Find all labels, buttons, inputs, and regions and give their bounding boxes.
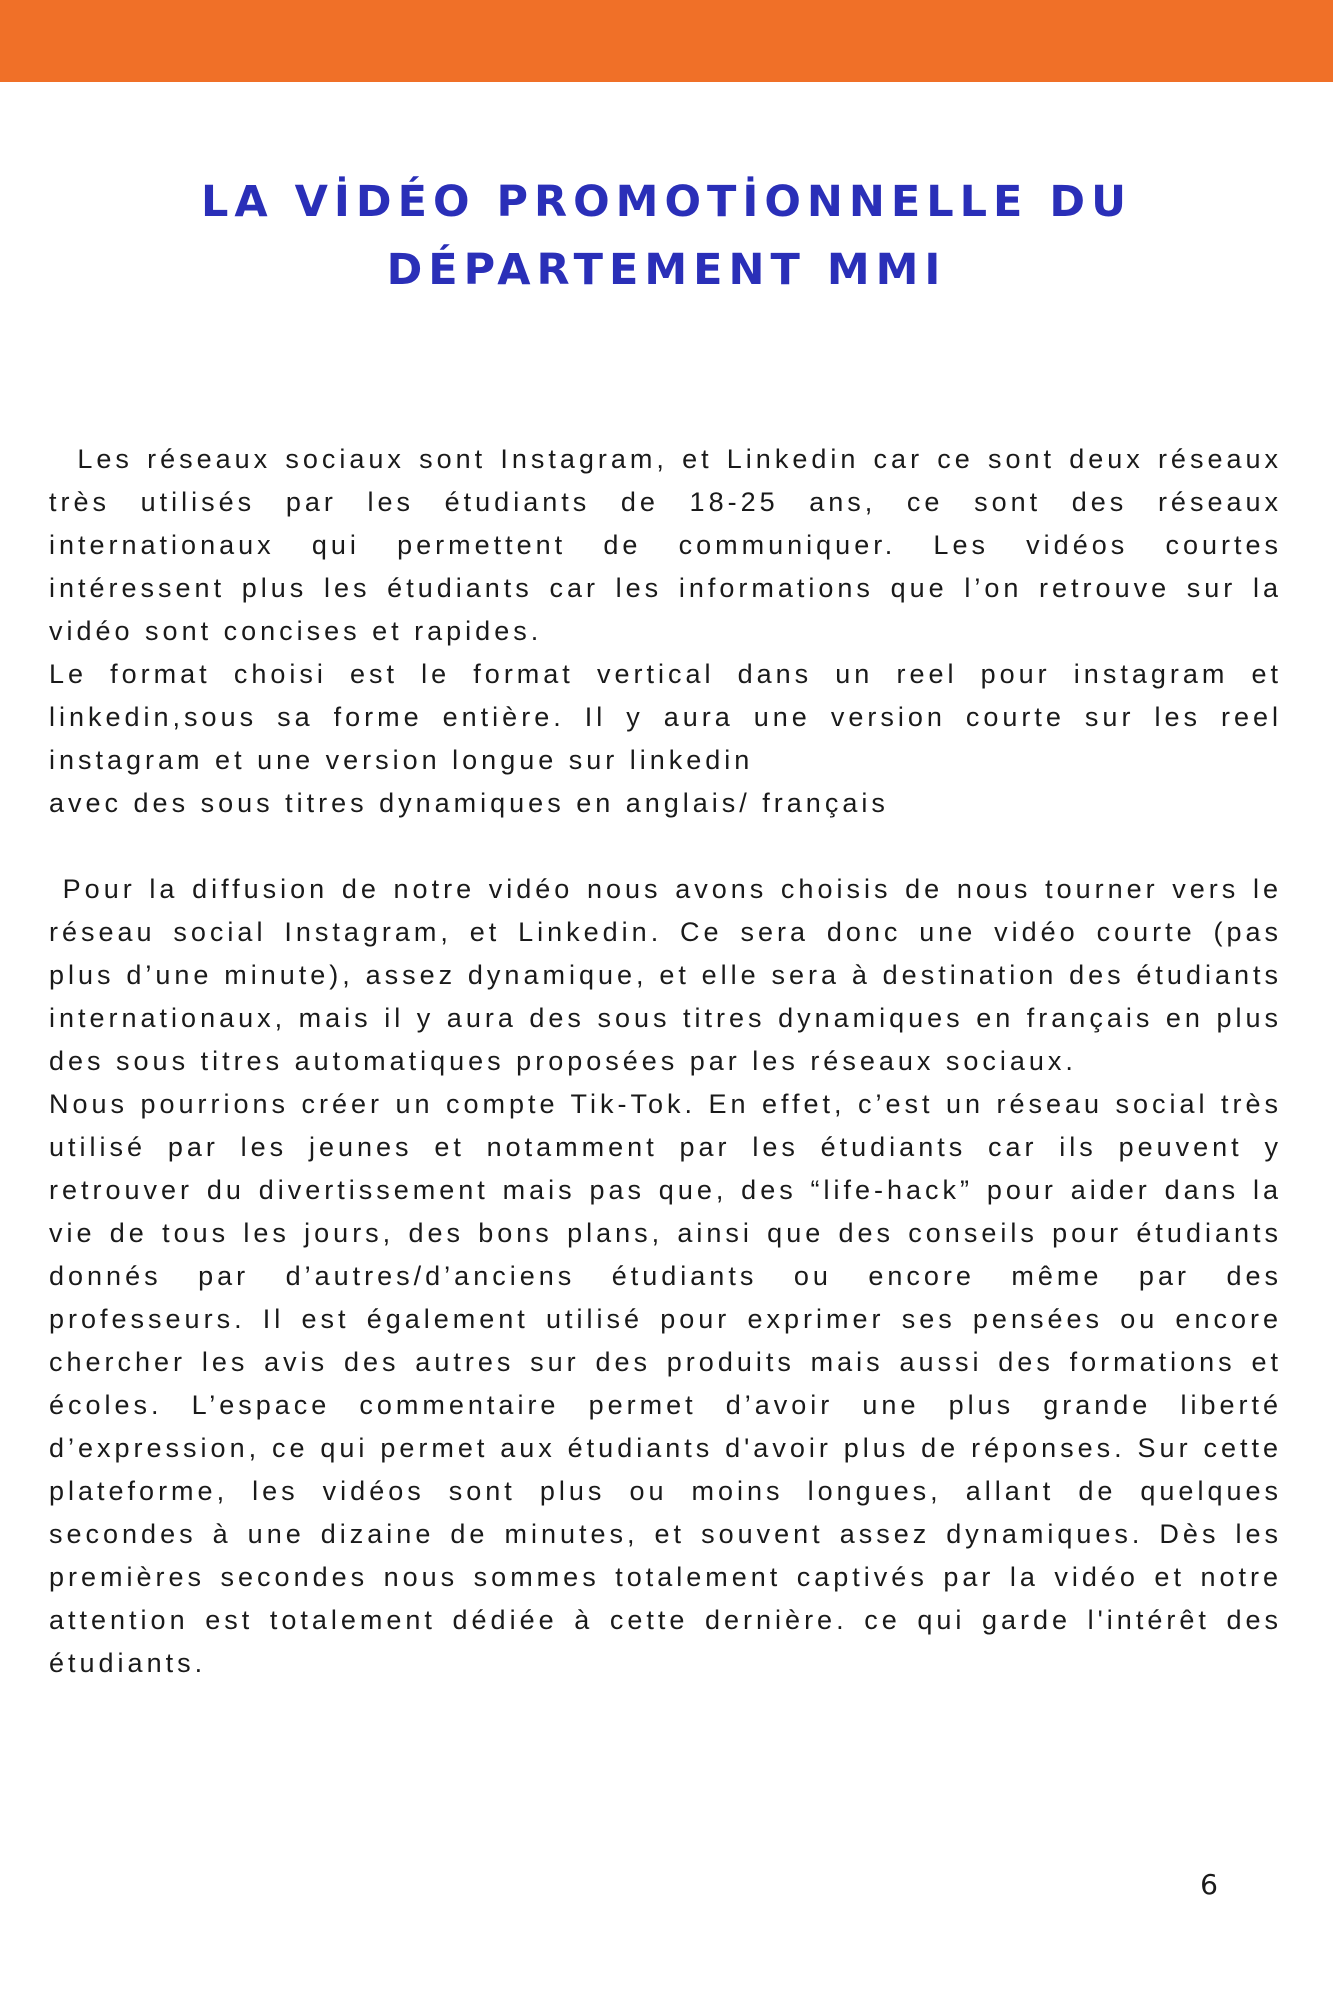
page-number: 6 [1200,1868,1218,1901]
paragraph-subtitles: avec des sous titres dynamiques en anglais/ français [49,788,889,818]
paragraph-tiktok: Nous pourrions créer un compte Tik-Tok. En effet, c’est un réseau social très utilisé par les jeunes et notamment par les étudiants car ils peuvent y retrouver du divertissement mais pas que, des “life-hack” pour aider dans la vie de tous les jours, des bons plans, ainsi que des conseils pour étudiants donnés par d’autres/d’anciens étudiants ou encore même par des professeurs. Il est également utilisé pour exprimer ses pensées ou encore chercher les avis des autres sur des produits mais aussi des formations et écoles. L’espace commentaire permet d’avoir une plus grande liberté d’expression, ce qui permet aux étudiants d'avoir plus de réponses. Sur cette plateforme, les vidéos sont plus ou moins longues, allant de quelques secondes à une dizaine de minutes, et souvent assez dynamiques. Dès les premières secondes nous sommes totalement captivés par la vidéo et notre attention est totalement dédiée à cette dernière. ce qui garde l'intérêt des étudiants. [49,1089,1282,1678]
body-text [49,438,1282,1685]
paragraph-social-networks: Les réseaux sociaux sont Instagram, et Linkedin car ce sont deux réseaux très utilisés par les étudiants de 18-25 ans, ce sont des réseaux internationaux qui permettent de communiquer. Les vidéos courtes intéressent plus les étudiants car les informations que l’on retrouve sur la vidéo sont concises et rapides. [49,444,1282,646]
paragraph-diffusion: Pour la diffusion de notre vidéo nous avons choisis de nous tourner vers le réseau social Instagram, et Linkedin. Ce sera donc une vidéo courte (pas plus d’une minute), assez dynamique, et elle sera à destination des étudiants internationaux, mais il y aura des sous titres dynamiques en français en plus des sous titres automatiques proposées par les réseaux sociaux. [49,874,1282,1076]
header-accent-bar [0,0,1333,82]
page-title-line-2: DÉPARTEMENT MMI [386,245,947,295]
page-title [0,168,1333,304]
paragraph-format: Le format choisi est le format vertical dans un reel pour instagram et linkedin,sous sa forme entière. Il y aura une version courte sur les reel instagram et une version longue sur linkedin [49,659,1282,775]
page-title-line-1: LA VİDÉO PROMOTİONNELLE DU [200,177,1133,227]
